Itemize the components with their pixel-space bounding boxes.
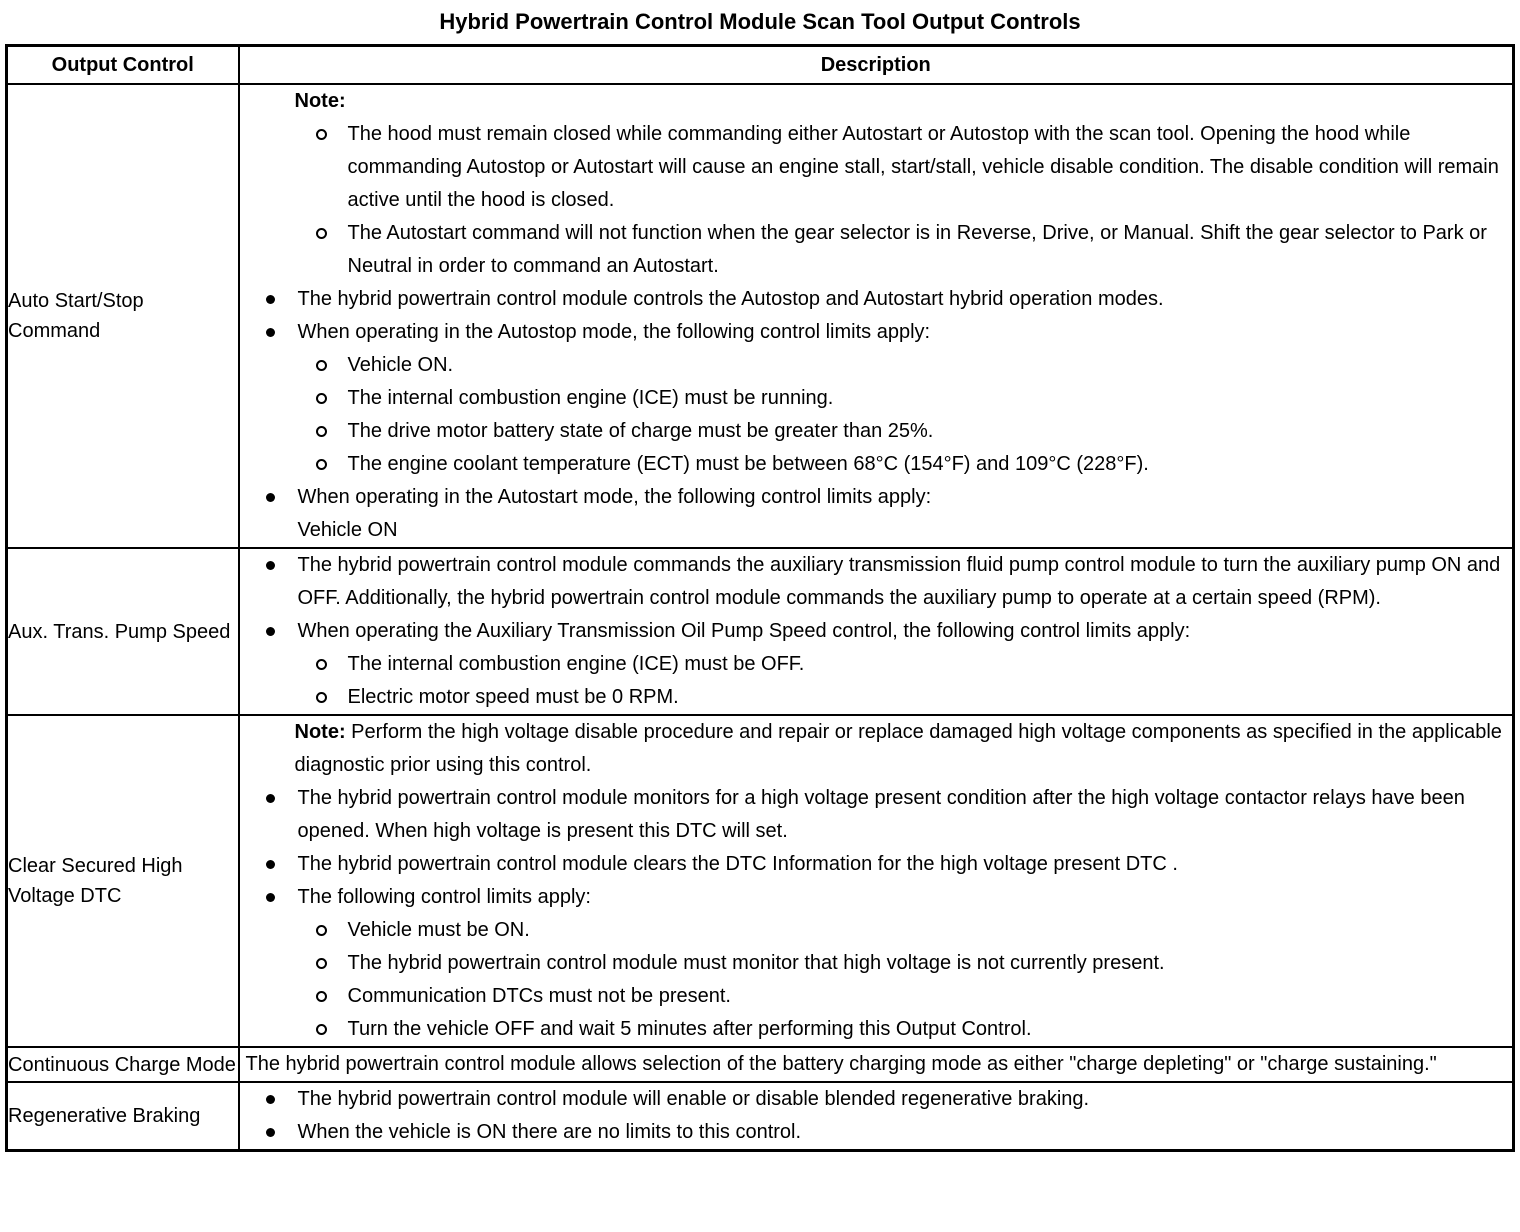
bullet-item: [240, 283, 1513, 316]
item-text: The engine coolant temperature (ECT) must be between 68°C (154°F) and 109°C (228°F).: [347, 453, 1149, 475]
bullet-item: [240, 1116, 1513, 1149]
item-text: The hybrid powertrain control module must monitor that high voltage is not currently present.: [347, 952, 1165, 974]
open-circle-icon: [316, 925, 327, 936]
open-circle-icon: [316, 426, 327, 437]
item-text: When the vehicle is ON there are no limits to this control.: [297, 1121, 802, 1143]
item-text: Perform the high voltage disable procedure and repair or replace damaged high voltage components as specified in the applicable diagnostic prior using this control.: [294, 721, 1502, 776]
filled-bullet-icon: [266, 1128, 275, 1137]
circle-item: [240, 217, 1513, 283]
circle-item: [240, 118, 1513, 217]
description-cell: [239, 715, 1514, 1047]
item-text: Turn the vehicle OFF and wait 5 minutes after performing this Output Control.: [347, 1018, 1032, 1040]
circle-item: [240, 349, 1513, 382]
open-circle-icon: [316, 129, 327, 140]
filled-bullet-icon: [266, 295, 275, 304]
bullet-item: [240, 316, 1513, 349]
open-circle-icon: [316, 393, 327, 404]
table-row: [7, 1047, 1514, 1082]
table-row: [7, 84, 1514, 548]
bullet-item: [240, 481, 1513, 514]
filled-bullet-icon: [266, 561, 275, 570]
item-text: The internal combustion engine (ICE) must be OFF.: [347, 653, 805, 675]
notepara-item: [240, 716, 1513, 782]
item-text: The hybrid powertrain control module controls the Autostop and Autostart hybrid operation modes.: [297, 288, 1164, 310]
table-body: [7, 84, 1514, 1151]
circle-item: [240, 980, 1513, 1013]
table-header-row: [7, 46, 1514, 85]
description-cell: [239, 1047, 1514, 1082]
item-text: Communication DTCs must not be present.: [347, 985, 731, 1007]
item-text: The hybrid powertrain control module clears the DTC Information for the high voltage present DTC .: [297, 853, 1178, 875]
circle-item: [240, 1013, 1513, 1046]
column-header-description: Description: [239, 46, 1514, 85]
item-text: The hood must remain closed while commanding either Autostart or Autostop with the scan tool. Opening the hood while commanding Autostop or Autostart will cause an engine stall, start/stall, vehicle disable condition. The disable condition will remain active until the hood is closed.: [347, 123, 1499, 211]
bullet-item: [240, 549, 1513, 615]
note-item: [240, 85, 1513, 118]
bullet-item: [240, 615, 1513, 648]
item-text: Electric motor speed must be 0 RPM.: [347, 686, 679, 708]
output-control-label: Auto Start/Stop Command: [8, 290, 144, 342]
bullet-item: [240, 782, 1513, 848]
output-control-label: Aux. Trans. Pump Speed: [8, 620, 231, 643]
column-header-output-control: Output Control: [7, 46, 239, 85]
description-cell: [239, 548, 1514, 715]
item-text: The hybrid powertrain control module allows selection of the battery charging mode as either "charge depleting" or "charge sustaining.": [245, 1053, 1437, 1075]
item-text: When operating the Auxiliary Transmission Oil Pump Speed control, the following control limits apply:: [297, 620, 1191, 642]
output-control-cell: [7, 1047, 239, 1082]
page-title: Hybrid Powertrain Control Module Scan Tool Output Controls: [439, 9, 1081, 34]
item-text: The internal combustion engine (ICE) must be running.: [347, 387, 834, 409]
open-circle-icon: [316, 228, 327, 239]
table-row: [7, 1082, 1514, 1151]
note-label: Note:: [294, 721, 346, 743]
open-circle-icon: [316, 991, 327, 1002]
output-control-cell: [7, 548, 239, 715]
item-text: The hybrid powertrain control module will enable or disable blended regenerative braking.: [297, 1088, 1090, 1110]
description-cell: [239, 84, 1514, 548]
filled-bullet-icon: [266, 1095, 275, 1104]
item-text: The hybrid powertrain control module commands the auxiliary transmission fluid pump control module to turn the auxiliary pump ON and OFF. Additionally, the hybrid powertrain control module commands the auxiliary pump to operate at a certain speed (RPM).: [297, 554, 1501, 609]
item-text: The Autostart command will not function when the gear selector is in Reverse, Drive, or Manual. Shift the gear selector to Park or Neutral in order to command an Autostart.: [347, 222, 1487, 277]
circle-item: [240, 382, 1513, 415]
output-controls-table: [5, 44, 1515, 1152]
circle-item: [240, 415, 1513, 448]
filled-bullet-icon: [266, 328, 275, 337]
item-text: The following control limits apply:: [297, 886, 591, 908]
circle-item: [240, 914, 1513, 947]
item-text: Vehicle must be ON.: [347, 919, 530, 941]
output-control-label: Continuous Charge Mode: [8, 1053, 236, 1076]
open-circle-icon: [316, 692, 327, 703]
item-text: The drive motor battery state of charge must be greater than 25%.: [347, 420, 934, 442]
item-text: When operating in the Autostart mode, the following control limits apply:: [297, 486, 932, 508]
filled-bullet-icon: [266, 893, 275, 902]
circle-item: [240, 947, 1513, 980]
table-row: [7, 548, 1514, 715]
output-control-label: Clear Secured High Voltage DTC: [8, 855, 183, 907]
filled-bullet-icon: [266, 493, 275, 502]
bullet-item: [240, 1083, 1513, 1116]
bullet-item: [240, 848, 1513, 881]
table-row: [7, 715, 1514, 1047]
open-circle-icon: [316, 459, 327, 470]
plain-item: [240, 1048, 1513, 1081]
open-circle-icon: [316, 958, 327, 969]
cont-item: [240, 514, 1513, 547]
item-text: The hybrid powertrain control module monitors for a high voltage present condition after the high voltage contactor relays have been opened. When high voltage is present this DTC will set.: [297, 787, 1465, 842]
output-control-cell: [7, 1082, 239, 1151]
open-circle-icon: [316, 360, 327, 371]
filled-bullet-icon: [266, 794, 275, 803]
circle-item: [240, 648, 1513, 681]
filled-bullet-icon: [266, 860, 275, 869]
item-text: Vehicle ON: [297, 519, 398, 541]
bullet-item: [240, 881, 1513, 914]
output-control-cell: [7, 715, 239, 1047]
output-control-cell: [7, 84, 239, 548]
open-circle-icon: [316, 659, 327, 670]
filled-bullet-icon: [266, 627, 275, 636]
circle-item: [240, 448, 1513, 481]
open-circle-icon: [316, 1024, 327, 1035]
circle-item: [240, 681, 1513, 714]
description-cell: [239, 1082, 1514, 1151]
item-text: Vehicle ON.: [347, 354, 454, 376]
item-text: When operating in the Autostop mode, the following control limits apply:: [297, 321, 931, 343]
output-control-label: Regenerative Braking: [8, 1105, 201, 1127]
item-text: Note:: [294, 90, 346, 112]
